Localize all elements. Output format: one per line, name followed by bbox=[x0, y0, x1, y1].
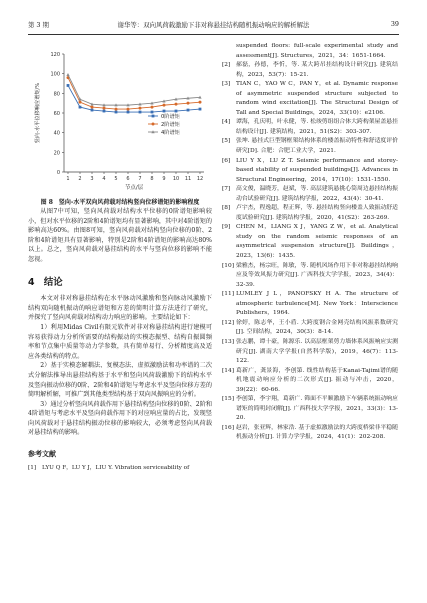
reference-item bbox=[222, 157, 398, 186]
page-number: 39 bbox=[390, 20, 399, 28]
y-tick-label: 40 bbox=[53, 130, 60, 137]
reference-number: [14] bbox=[222, 367, 234, 374]
x-tick-label: 6 bbox=[126, 176, 130, 182]
section-title: 4 结论 bbox=[28, 276, 63, 288]
data-point bbox=[103, 110, 106, 113]
data-point bbox=[139, 107, 142, 110]
reference-number: [9] bbox=[222, 224, 231, 231]
paragraph-3: 1）利用Midas Civil有限元软件对非对称悬挂结构进行建模可容易获得动力分析所需要的结构振动的实模态振型、结构自振圆频率和节点集中质量等动力学参数，具有简单易行、分析精度高及适应各类结构的特点。 bbox=[28, 323, 212, 360]
legend-marker bbox=[152, 115, 155, 118]
paragraph-4: 2）基于实模态解耦法、复模态法、虚拟激励法和功率谱的二次式分解法推导出悬挂结构基于水平和竖向风荷载激励下的结构水平及竖向振动位移的0阶、2阶和4阶谱矩与考虑水平及竖向位移方差的简明解析解，可推广到其他类型结构基于双向风振响应的分析。 bbox=[28, 362, 212, 399]
data-point bbox=[139, 111, 142, 114]
data-point bbox=[127, 111, 130, 114]
reference-text: 谭海，孔庆明，叶永健，等. 松竣剪组组合体大跨构架屋盖悬挂结构设计[J]. 建筑结构，2021，51(S2)：303-307. bbox=[236, 119, 398, 135]
reference-item bbox=[222, 204, 398, 223]
data-point bbox=[66, 73, 69, 76]
reference-item bbox=[222, 118, 398, 137]
reference-number bbox=[222, 42, 236, 61]
x-tick-label: 10 bbox=[172, 176, 180, 182]
reference-item bbox=[222, 395, 398, 424]
reference-text: 卢宇杰，程逸超，程正辉，等. 悬挂结构竖向楼盖人致振动舒适度试验研究[J]. 建筑结构学报，2020，41(S2)：263-269. bbox=[236, 205, 398, 221]
reference-text: LUMLEY J L，PANOFSKY H A. The structure of atmospheric turbulence[M]. New York：Interscience Publishers，1964. bbox=[236, 291, 398, 317]
data-point bbox=[163, 104, 166, 107]
data-point bbox=[91, 106, 94, 109]
data-point bbox=[91, 109, 94, 112]
data-point bbox=[67, 84, 70, 87]
reference-number: [3] bbox=[222, 81, 231, 88]
reference-text: TIAN C，YAO W C，PAN Y，et al. Dynamic response of asymmetric suspended structure subjected to random wind excitation[J]. The Structural Design of Tall and Special Buildings，2024，33(10)：e2106. bbox=[236, 81, 398, 116]
reference-number: [2] bbox=[222, 62, 231, 69]
reference-item bbox=[222, 185, 398, 204]
reference-text: 葛新广，龚景海，李创第. 线性结构基于Kanai-Tajimi谱的随机地震动响应分析的二次形式[J]. 振动与冲击，2020，39(22)：60-66. bbox=[236, 367, 398, 393]
reference-item bbox=[222, 262, 398, 291]
reference-item bbox=[222, 223, 398, 261]
reference-text: 高文俊，温晓芳，赵斌，等. 高层建筑悬挑心筒周边悬挂结构振动台试验研究[J]. 建筑结构学报，2022，43(4)：30-41. bbox=[236, 186, 398, 202]
y-tick-label: 20 bbox=[53, 150, 60, 157]
y-tick-label: 100 bbox=[50, 71, 60, 78]
data-point bbox=[187, 109, 190, 112]
x-tick-label: 7 bbox=[138, 176, 142, 182]
reference-text: LIU Y X，LU Z T. Seismic performance and storey-based stability of suspended buildings[J]. Advances in Structural Engineering，2014，17(10)：1531-1550. bbox=[236, 157, 398, 183]
reference-item bbox=[222, 367, 398, 396]
paragraph-5: 3）通过分析竖向风荷载作用下悬挂结构竖向位移的0阶、2阶和4阶谱矩与考虑水平及竖向荷载作用下的对应响应量的占比，发现竖向风荷载对于悬挂结构振动位移的影响较大，必须考虑竖向风荷载对悬挂结构的影响。 bbox=[28, 400, 212, 437]
reference-item bbox=[222, 80, 398, 118]
data-point bbox=[127, 108, 130, 111]
reference-text: 梁雅杰，杨宗旺，陈敏，等. 随机风场作用下非对称悬挂结构响应及等效风振力研究[J]. 广西科技大学学报，2023，34(4)：32-39. bbox=[236, 262, 398, 288]
figure-8 bbox=[28, 42, 212, 194]
reference-number: [12] bbox=[222, 319, 234, 326]
reference-item bbox=[222, 290, 398, 319]
reference-text: 李创第，李宇翔，葛新广. 筛面不平顺激励下车辆系统振动响应谱矩的简明封闭解[J]. 广西科技大学学报，2021，33(3)：13-20. bbox=[236, 396, 398, 422]
y-tick-label: 120 bbox=[50, 52, 60, 58]
reference-text: 赵岩，张亚辉，林家浩. 基于虚拟激励法的大跨度桥梁非平稳随机振动分析[J]. 计算力学学报，2024，41(1)：202-208. bbox=[236, 424, 398, 441]
references-title: 参考文献 bbox=[28, 450, 56, 459]
reference-number: [6] bbox=[222, 157, 231, 164]
reference-number: [4] bbox=[222, 119, 231, 126]
legend-label: 2阶谱矩 bbox=[161, 122, 180, 128]
y-tick-label: 0 bbox=[56, 170, 60, 176]
data-point bbox=[199, 101, 202, 104]
paragraph-1: 从图7中可知，竖向风荷载对结构水平位移的0阶谱矩影响较小，但对水平位移的2阶和4阶谱矩均有显著影响，其中对4阶谱矩的影响高达60%。由图8可知，竖向风荷载对结构竖向位移的0阶、2阶和4阶谱矩具有显著影响，特别是2阶和4阶谱矩的影响高达80%以上。总之，竖向风荷载对悬挂结构的水平与竖向位移的影响不能忽视。 bbox=[28, 208, 212, 263]
y-axis-label: 竖向-水平位移响应谱矩/% bbox=[35, 82, 41, 144]
x-tick-label: 2 bbox=[78, 176, 82, 182]
data-point bbox=[79, 106, 82, 109]
left-column bbox=[28, 42, 212, 473]
figure-caption: 图 8 竖向-水平双向风荷载对结构竖向位移谱矩的影响程度 bbox=[40, 199, 200, 206]
data-point bbox=[151, 111, 154, 114]
reference-text: 张志鹏，谭十豪，陈源乐. 以高层框架剪力墙体系风振响应实测研究[J]. 湖南大学学报(自然科学版)，2019，46(7)：113-122. bbox=[236, 338, 398, 365]
data-point bbox=[175, 110, 178, 113]
reference-item bbox=[222, 424, 398, 443]
header-rule bbox=[28, 34, 399, 35]
reference-number: [16] bbox=[222, 424, 234, 431]
reference-number: [11] bbox=[222, 291, 234, 298]
series-line bbox=[68, 75, 200, 105]
legend-marker bbox=[152, 123, 155, 126]
running-title: 谢华等：双向风荷载激励下非对称悬挂结构随机振动响应的解析解法 bbox=[117, 21, 310, 29]
reference-text: 郝磊，孙德，李忻，等. 某大跨吊挂结构设计研究[J]. 建筑结构，2023，53(7)：15-21. bbox=[236, 62, 398, 78]
legend-label: 0阶谱矩 bbox=[161, 114, 180, 120]
reference-text: CHEN M，LIANG X J，YANG Z W，et al. Analytical study on the random seismic responses of an asymmetrical suspension structure[J]. Buildings，2023，13(6)：1435. bbox=[236, 224, 398, 260]
line-chart bbox=[28, 42, 212, 194]
running-header bbox=[28, 20, 399, 32]
data-point bbox=[103, 107, 106, 110]
x-tick-label: 4 bbox=[102, 176, 106, 182]
y-tick-label: 60 bbox=[53, 111, 60, 117]
issue-number: 第 3 期 bbox=[28, 21, 49, 29]
reference-number: [15] bbox=[222, 396, 234, 403]
reference-item bbox=[222, 137, 398, 156]
reference-1: [1] LYU Q F，LU Y J，LIU Y. Vibration serviceability of bbox=[28, 464, 190, 471]
x-tick-label: 12 bbox=[196, 176, 204, 182]
x-tick-label: 8 bbox=[150, 176, 154, 182]
y-tick-label: 80 bbox=[53, 91, 60, 98]
x-tick-label: 5 bbox=[114, 176, 118, 182]
x-tick-label: 3 bbox=[90, 176, 94, 182]
reference-item bbox=[222, 319, 398, 338]
reference-item bbox=[222, 42, 398, 61]
reference-text: 张坤. 悬挂式巨型钢框架结构体系的楼盖振动特性和舒适度评价研究[D]. 合肥：合肥工业大学，2021. bbox=[236, 138, 398, 155]
data-point bbox=[175, 103, 178, 106]
x-tick-label: 11 bbox=[184, 176, 192, 182]
data-point bbox=[199, 108, 202, 111]
reference-number: [8] bbox=[222, 205, 231, 212]
reference-number: [7] bbox=[222, 186, 231, 193]
data-point bbox=[115, 108, 118, 111]
data-point bbox=[151, 106, 154, 109]
paragraph-2: 本文对非对称悬挂结构在水平脉动风激励和竖向脉动风激励下结构双向随机振动的响应谱矩和方差的简明计算方法进行了研究，并探究了竖向风荷载对结构动力响应的影响。主要结论如下： bbox=[28, 295, 212, 322]
reference-text: 徐婷，陈志华，王小盾. 大跨度钢合金网壳结构风振系数研究[J]. 空间结构，2024，30(3)：8-14. bbox=[236, 319, 398, 336]
x-axis-label: 节点/层 bbox=[124, 185, 144, 191]
data-point bbox=[79, 101, 82, 104]
reference-number: [13] bbox=[222, 338, 234, 345]
x-tick-label: 1 bbox=[66, 176, 70, 182]
reference-text: suspended floors: full-scale experimental study and assessment[J]. Structures，2021，34：1651-1664. bbox=[236, 43, 398, 59]
reference-item bbox=[222, 61, 398, 80]
x-tick-label: 9 bbox=[162, 176, 166, 182]
data-point bbox=[163, 110, 166, 113]
reference-number: [10] bbox=[222, 262, 234, 269]
reference-number: [5] bbox=[222, 138, 231, 145]
data-point bbox=[187, 102, 190, 105]
legend-label: 4阶谱矩 bbox=[161, 130, 180, 136]
reference-item bbox=[222, 338, 398, 367]
right-column-references bbox=[222, 42, 398, 443]
data-point bbox=[115, 111, 118, 114]
